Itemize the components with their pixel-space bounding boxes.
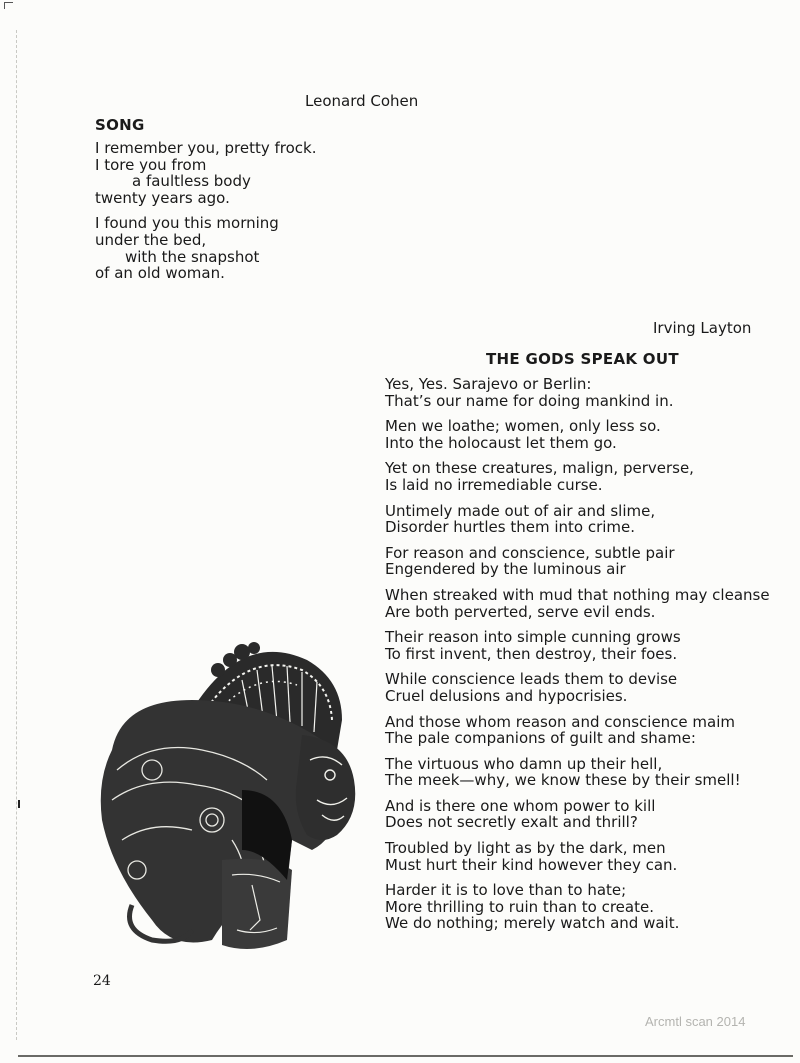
scan-corner-mark [4,2,13,9]
poem-line: Troubled by light as by the dark, men [385,839,666,858]
poem-line: The virtuous who damn up their hell, [385,754,663,773]
poem-line: Men we loathe; women, only less so. [385,417,661,436]
poem-line: twenty years ago. [95,188,230,207]
poem-line: The meek—why, we know these by their smell! [385,771,741,790]
poem-line: For reason and conscience, subtle pair [385,543,675,562]
gods-stanza [385,671,770,704]
gods-stanza [385,714,770,747]
poem-line: of an old woman. [95,264,225,283]
poem-line: And those whom reason and conscience maim [385,712,736,731]
poem-line: Disorder hurtles them into crime. [385,518,636,537]
poem-line: Cruel delusions and hypocrisies. [385,686,628,705]
gods-stanza [385,376,770,409]
poem-line: Yet on these creatures, malign, perverse, [385,459,694,478]
helmet-illustration [92,640,364,958]
poem-line: Is laid no irremediable curse. [385,475,603,494]
poem-line: a faultless body [132,172,251,191]
gods-stanza [385,503,770,536]
song-title: SONG [95,116,145,134]
poem-line: When streaked with mud that nothing may cleanse [385,585,770,604]
poem-line: And is there one whom power to kill [385,796,656,815]
poem-line: More thrilling to ruin than to create. [385,897,654,916]
gods-stanza [385,587,770,620]
poem-line: I remember you, pretty frock. [95,139,317,157]
poem-line: The pale companions of guilt and shame: [385,729,696,748]
gods-stanza [385,798,770,831]
gods-title: THE GODS SPEAK OUT [486,350,679,368]
poem-line: Does not secretly exalt and thrill? [385,813,638,832]
poem-line: Must hurt their kind however they can. [385,855,678,874]
gods-stanza [385,418,770,451]
song-poem [95,140,316,291]
gods-stanza [385,840,770,873]
poem-line: Are both perverted, serve evil ends. [385,602,656,621]
scan-mark [18,800,20,808]
poem-line: with the snapshot [125,247,260,266]
poem-line: That’s our name for doing mankind in. [385,391,674,410]
song-stanza [95,140,316,206]
poem-line: While conscience leads them to devise [385,670,678,689]
poem-line: I tore you from [95,155,207,174]
poem-line: Engendered by the luminous air [385,560,626,579]
poem-line: To first invent, then destroy, their foes. [385,644,678,663]
gods-stanza [385,629,770,662]
poem-line: We do nothing; merely watch and wait. [385,914,680,933]
scan-bottom-edge [18,1055,793,1057]
scan-watermark: Arcmtl scan 2014 [645,1014,746,1029]
gods-poem [385,376,770,941]
gods-author: Irving Layton [653,319,752,337]
poem-line: Untimely made out of air and slime, [385,501,656,520]
song-author: Leonard Cohen [305,92,419,110]
song-stanza [95,215,316,281]
poem-line: Yes, Yes. Sarajevo or Berlin: [385,375,592,393]
page-number: 24 [93,973,111,989]
poem-line: Harder it is to love than to hate; [385,881,627,900]
poem-line: Into the holocaust let them go. [385,433,617,452]
gods-stanza [385,460,770,493]
poem-line: Their reason into simple cunning grows [385,628,681,647]
poem-line: I found you this morning [95,214,279,233]
gods-stanza [385,545,770,578]
poem-line: under the bed, [95,230,207,249]
gods-stanza [385,882,770,932]
scan-left-edge [16,30,17,1040]
gods-stanza [385,756,770,789]
